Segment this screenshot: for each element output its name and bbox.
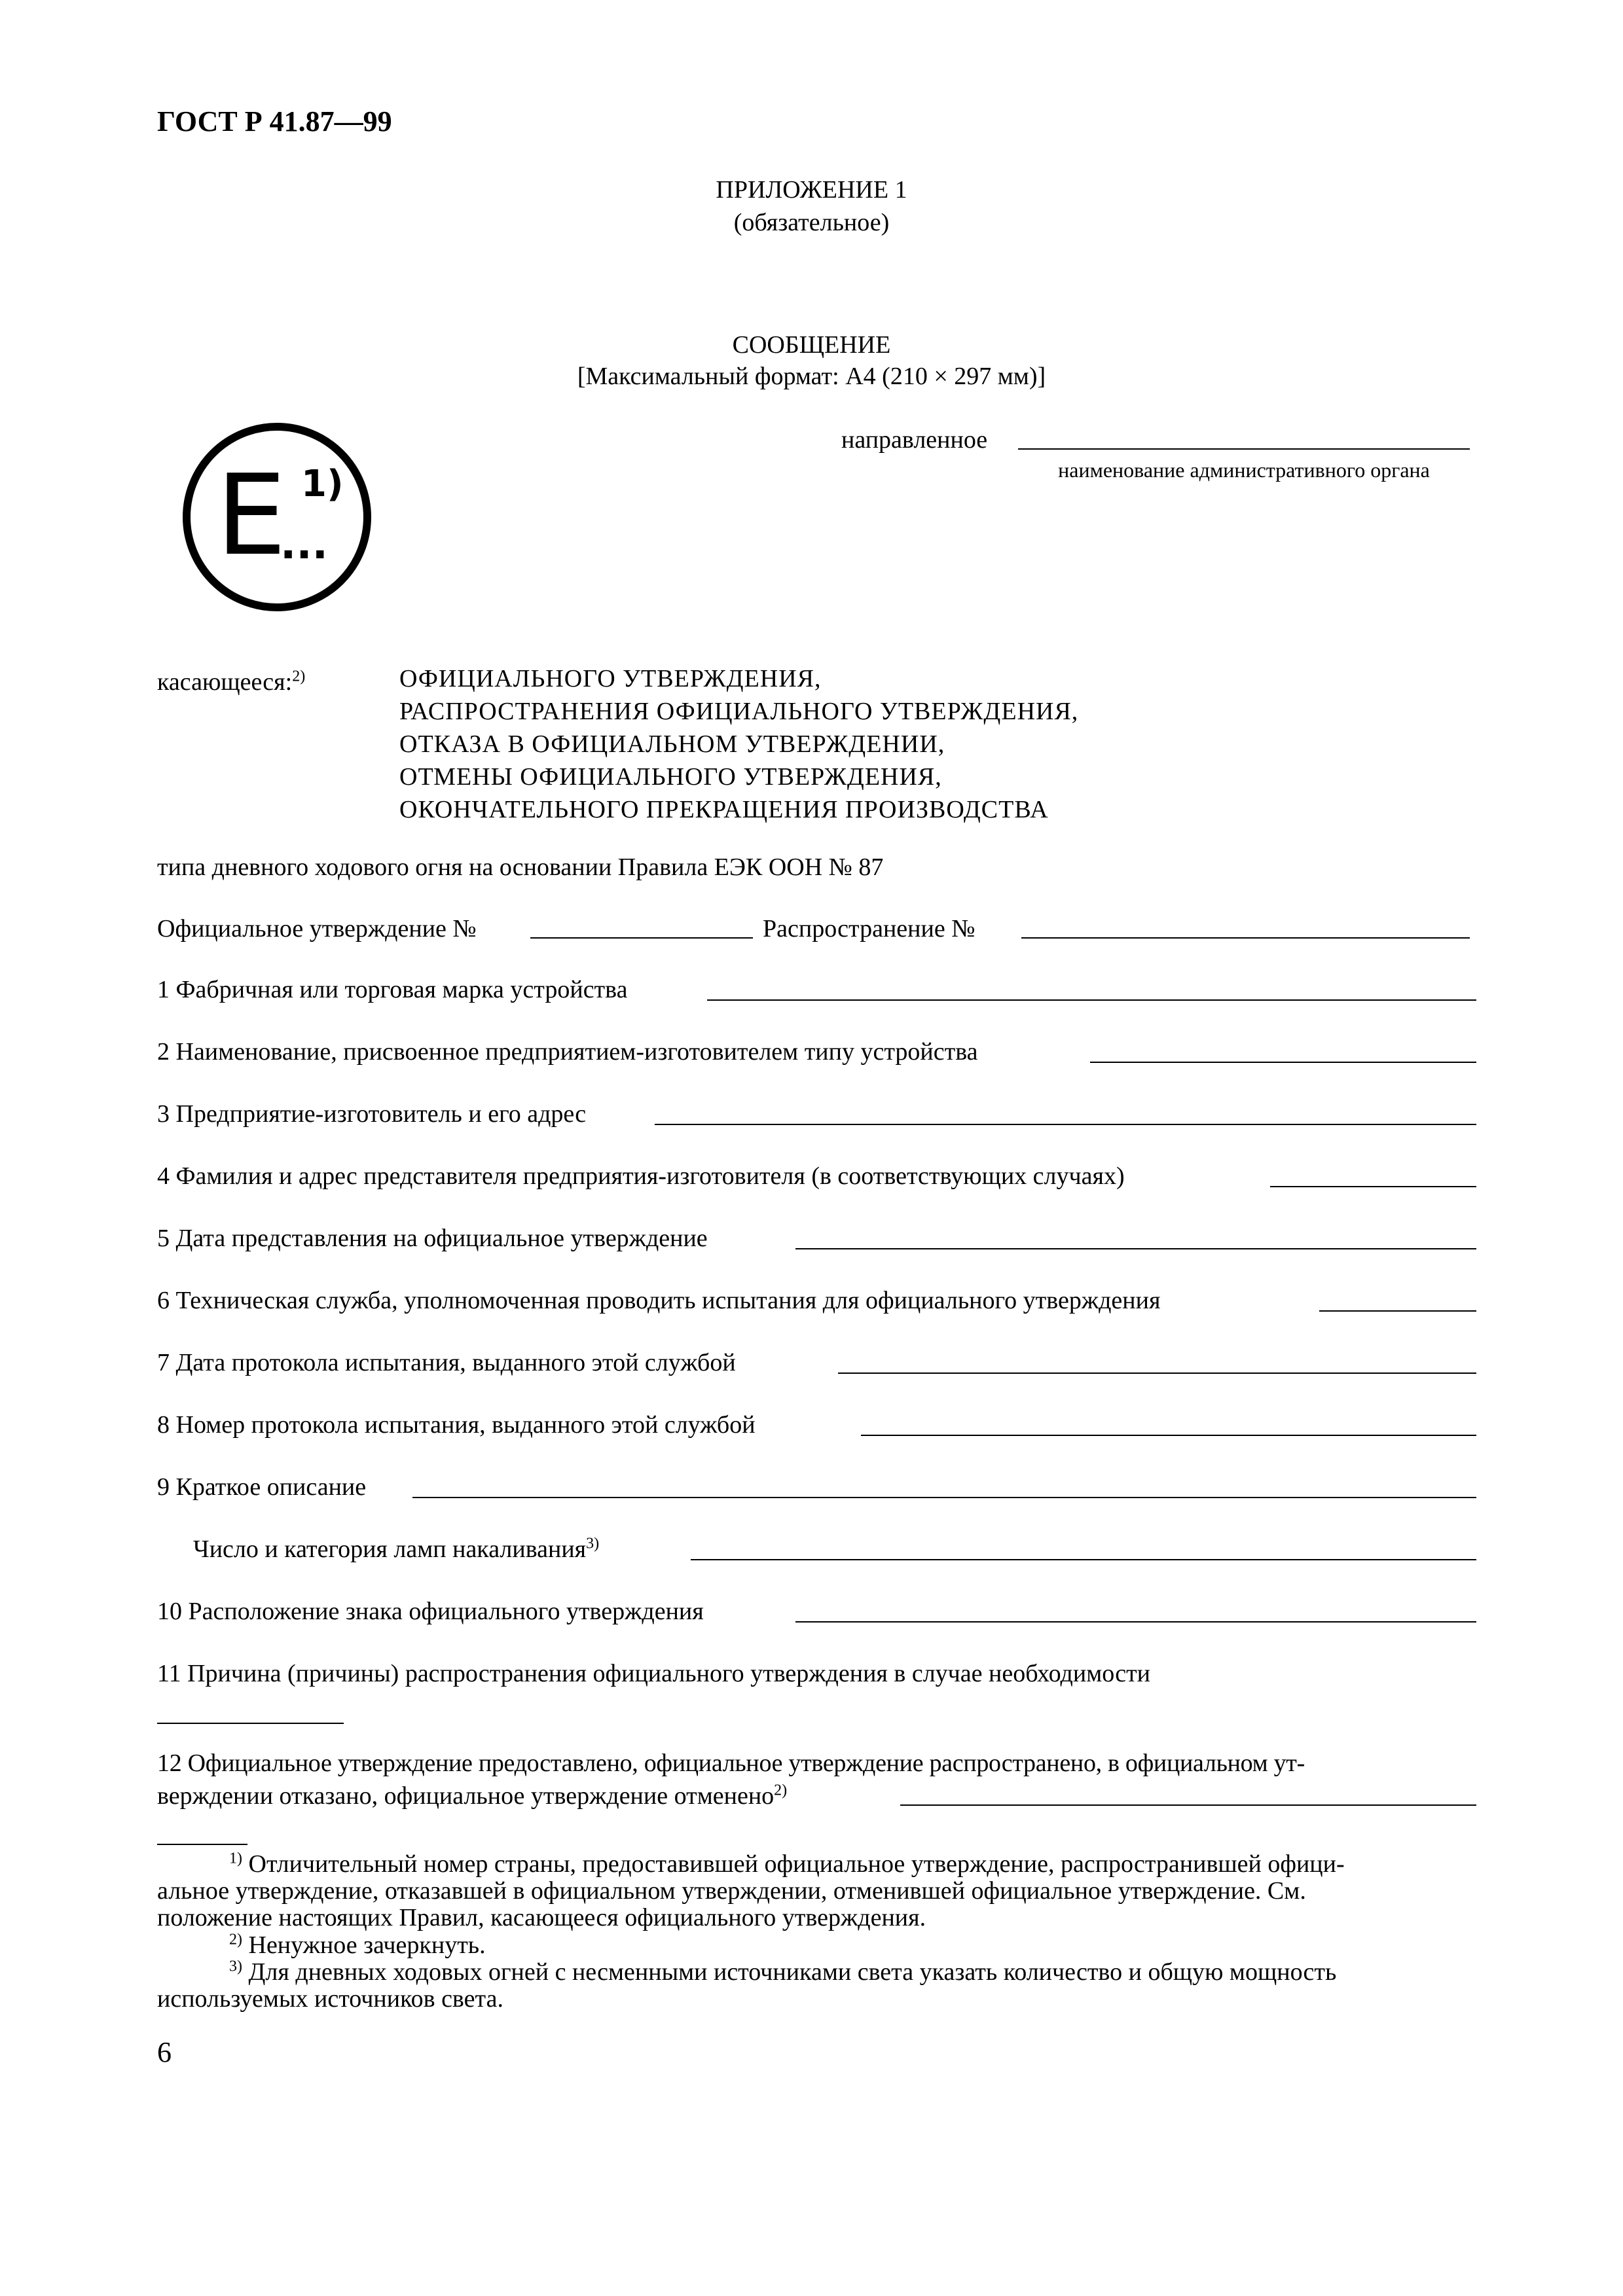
field-3-label: 3 Предприятие-изготовитель и его адрес: [157, 1100, 587, 1128]
type-line: типа дневного ходового огня на основании Правила ЕЭК ООН № 87: [157, 853, 884, 881]
field-5-input[interactable]: [795, 1248, 1476, 1249]
approval-number-label: Официальное утверждение №: [157, 915, 477, 942]
concerning-option[interactable]: ОФИЦИАЛЬНОГО УТВЕРЖДЕНИЯ,: [399, 665, 822, 692]
sent-to-label: направленное: [841, 426, 988, 454]
approval-mark-letter: E: [216, 451, 287, 581]
approval-mark-ref: 1): [301, 463, 344, 505]
page-number: 6: [157, 2036, 172, 2068]
field-4-label: 4 Фамилия и адрес представителя предприятия-изготовителя (в соответствующих случаях): [157, 1162, 1125, 1190]
field-1-input[interactable]: [707, 999, 1476, 1001]
field-9a-input[interactable]: [691, 1559, 1476, 1560]
field-9-input[interactable]: [412, 1497, 1476, 1498]
field-9a-label: Число и категория ламп накаливания$^{3)}$: [193, 1535, 600, 1563]
field-6-label: 6 Техническая служба, уполномоченная проводить испытания для официального утверждения: [157, 1287, 1161, 1314]
concerning-option[interactable]: ОТМЕНЫ ОФИЦИАЛЬНОГО УТВЕРЖДЕНИЯ,: [399, 763, 942, 791]
field-9-label: 9 Краткое описание: [157, 1473, 367, 1501]
footnote-3: $^{3)}$ Для дневных ходовых огней с несменными источниками света указать количество и общую мощность используемых источников света.: [157, 1958, 1337, 2013]
field-7-label: 7 Дата протокола испытания, выданного этой службой: [157, 1349, 736, 1376]
field-12-label-line2: верждении отказано, официальное утверждение отменено$^{2)}$: [157, 1782, 788, 1810]
field-11-input[interactable]: [157, 1723, 344, 1724]
message-title: СООБЩЕНИЕ: [732, 331, 891, 359]
concerning-option[interactable]: ОТКАЗА В ОФИЦИАЛЬНОМ УТВЕРЖДЕНИИ,: [399, 730, 945, 758]
field-3-input[interactable]: [655, 1124, 1476, 1125]
field-7-input[interactable]: [838, 1372, 1476, 1374]
field-4-input[interactable]: [1270, 1186, 1476, 1187]
concerning-label: касающееся:$^{2)}$: [157, 668, 306, 696]
extension-number-label: Распространение №: [763, 915, 976, 942]
field-10-input[interactable]: [795, 1621, 1476, 1623]
sent-to-field[interactable]: [1018, 448, 1470, 450]
message-format: [Максимальный формат: А4 (210 × 297 мм)]: [577, 363, 1046, 390]
approval-mark-dots: ...: [280, 520, 328, 569]
footnote-2: $^{2)}$ Ненужное зачеркнуть.: [229, 1931, 486, 1959]
footnote-1: $^{1)}$ Отличительный номер страны, предоставившей официальное утверждение, распространившей офици- альное утверждение, отказавшей в официальном утверждении, отменившей официальное утверждение. См. положение настоящих Правил, касающееся официального утверждения.: [157, 1850, 1345, 1931]
footnote-separator: [157, 1844, 247, 1845]
extension-number-field[interactable]: [1021, 937, 1470, 939]
field-1-label: 1 Фабричная или торговая марка устройства: [157, 976, 628, 1003]
field-6-input[interactable]: [1319, 1310, 1476, 1312]
concerning-option[interactable]: РАСПРОСТРАНЕНИЯ ОФИЦИАЛЬНОГО УТВЕРЖДЕНИЯ,: [399, 698, 1079, 725]
field-2-input[interactable]: [1090, 1062, 1476, 1063]
sent-to-caption: наименование административного органа: [1058, 458, 1430, 482]
annex-title: ПРИЛОЖЕНИЕ 1: [716, 176, 907, 204]
concerning-options: [399, 662, 1078, 826]
field-2-label: 2 Наименование, присвоенное предприятием-изготовителем типу устройства: [157, 1038, 978, 1066]
field-5-label: 5 Дата представления на официальное утверждение: [157, 1225, 708, 1252]
annex-subtitle: (обязательное): [733, 209, 890, 236]
field-10-label: 10 Расположение знака официального утверждения: [157, 1598, 704, 1625]
field-12-input[interactable]: [900, 1804, 1476, 1806]
approval-number-field[interactable]: [530, 937, 753, 939]
field-12-label-line1: 12 Официальное утверждение предоставлено, официальное утверждение распространено, в официальном ут-: [157, 1749, 1305, 1777]
document-id: ГОСТ Р 41.87—99: [157, 105, 392, 137]
approval-mark: [182, 422, 372, 612]
field-11-label: 11 Причина (причины) распространения официального утверждения в случае необходимости: [157, 1660, 1151, 1687]
field-8-label: 8 Номер протокола испытания, выданного этой службой: [157, 1411, 756, 1439]
field-8-input[interactable]: [861, 1435, 1476, 1436]
concerning-option[interactable]: ОКОНЧАТЕЛЬНОГО ПРЕКРАЩЕНИЯ ПРОИЗВОДСТВА: [399, 796, 1049, 823]
